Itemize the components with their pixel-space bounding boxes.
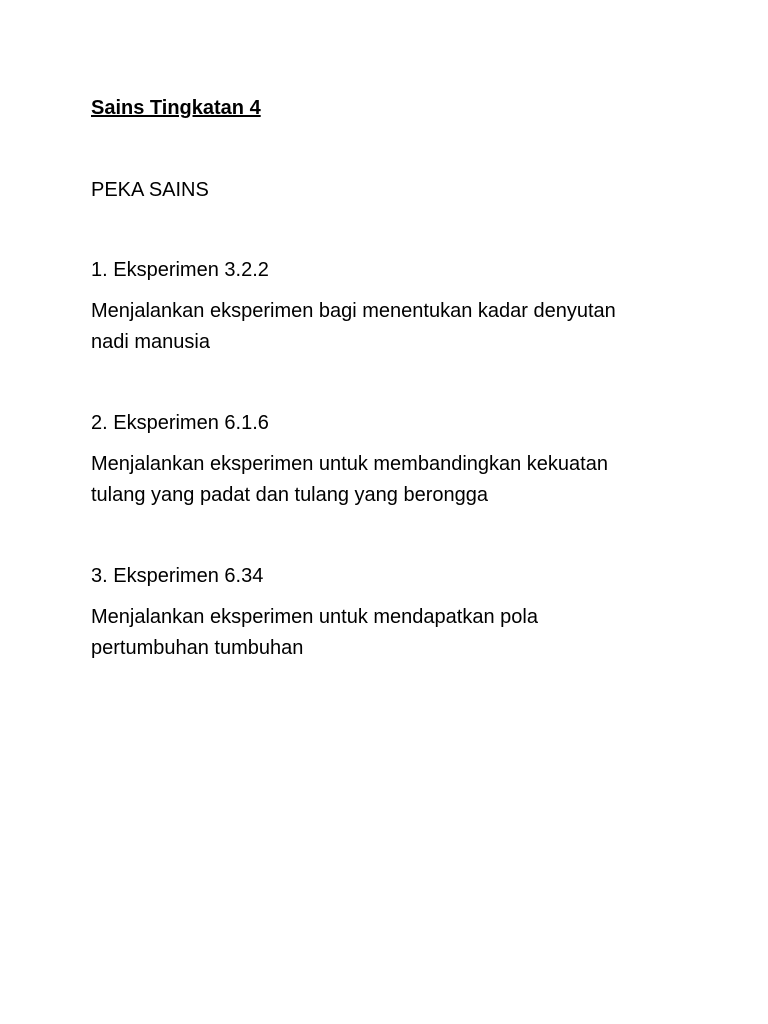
experiment-item-1 xyxy=(91,256,691,358)
document-subtitle: PEKA SAINS xyxy=(91,179,209,201)
experiment-description: Menjalankan eksperimen untuk membandingkan kekuatan tulang yang padat dan tulang yang berongga xyxy=(91,453,608,506)
experiment-item-2 xyxy=(91,409,691,511)
experiment-item-3 xyxy=(91,562,691,664)
experiment-heading: 2. Eksperimen 6.1.6 xyxy=(91,412,269,434)
document-title: Sains Tingkatan 4 xyxy=(91,97,261,119)
experiment-description: Menjalankan eksperimen untuk mendapatkan pola pertumbuhan tumbuhan xyxy=(91,606,538,659)
experiment-description: Menjalankan eksperimen bagi menentukan kadar denyutan nadi manusia xyxy=(91,300,616,353)
document-body xyxy=(91,94,691,664)
experiment-heading: 1. Eksperimen 3.2.2 xyxy=(91,259,269,281)
experiment-heading: 3. Eksperimen 6.34 xyxy=(91,565,264,587)
